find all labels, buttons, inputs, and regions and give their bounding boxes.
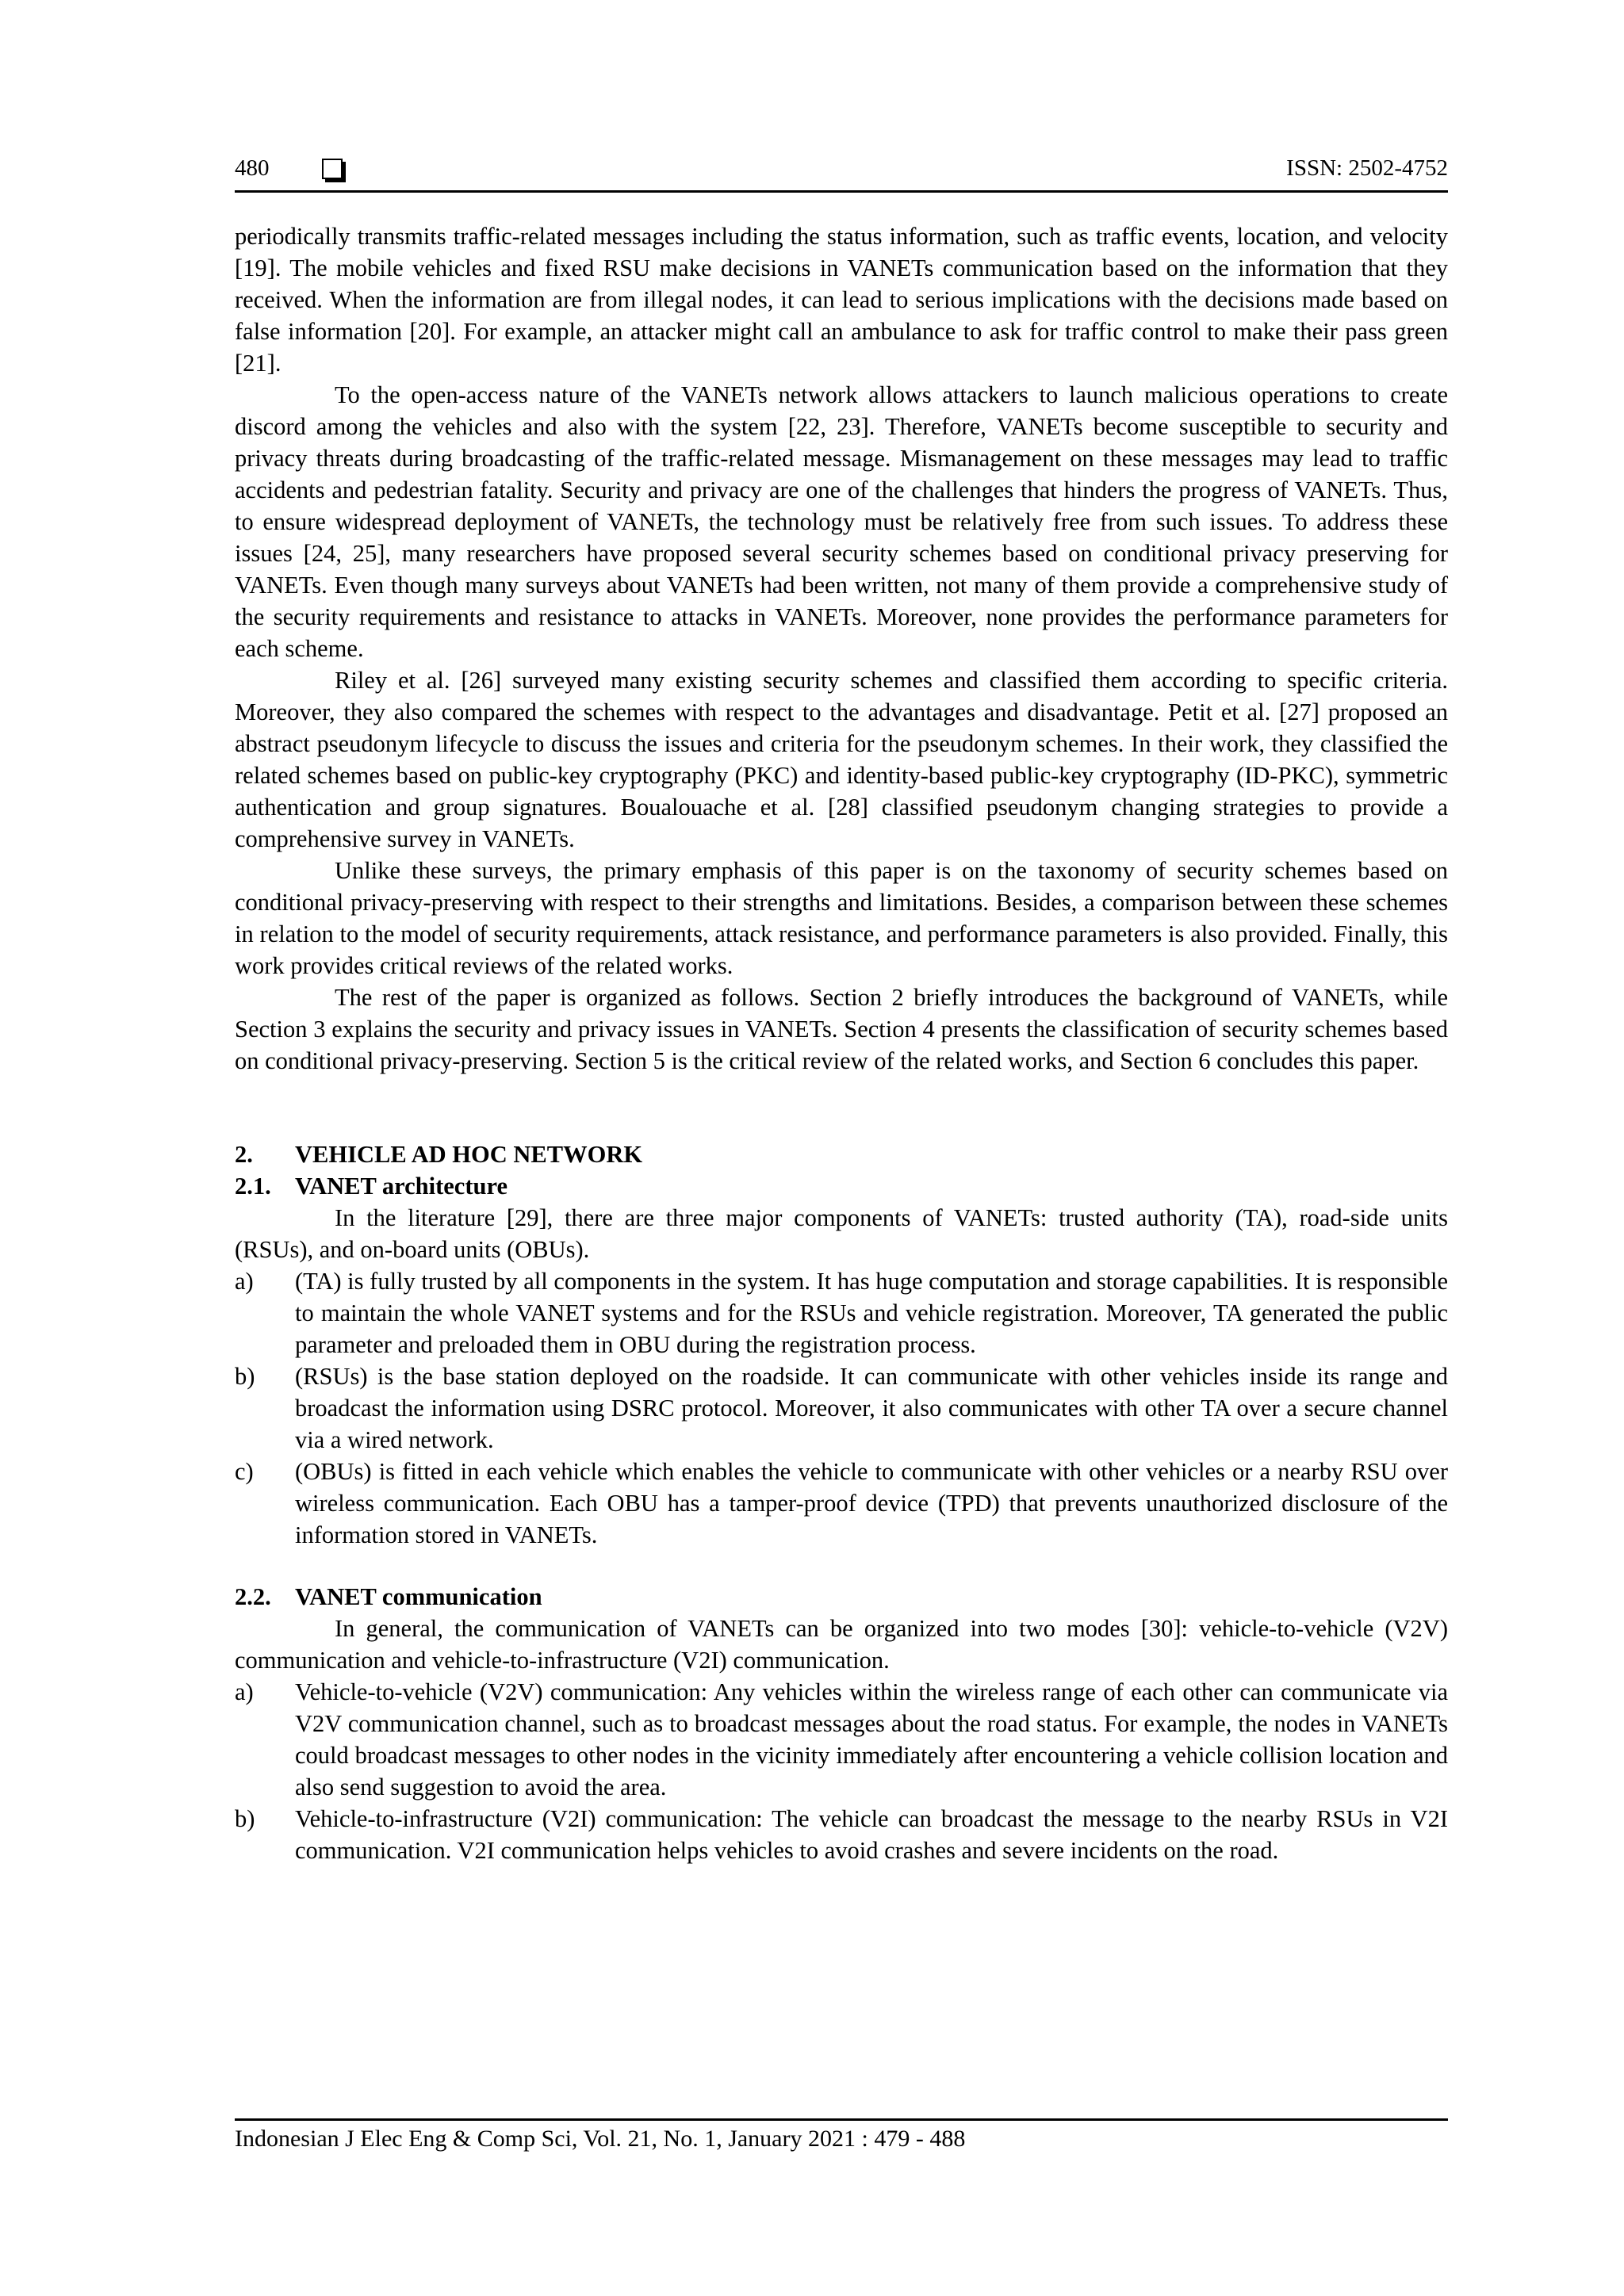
issn-label: ISSN: 2502-4752 (1286, 155, 1448, 181)
subsection-intro-2-2: In general, the communication of VANETs can be organized into two modes [30]: vehicle-to-vehicle (V2V) communication and vehicle-to-infrastructure (V2I) communication. (235, 1615, 1448, 1674)
subsection-intro-2-1: In the literature [29], there are three major components of VANETs: trusted authority (TA), road-side units (RSUs), and on-board units (OBUs). (235, 1204, 1448, 1263)
list-label: b) (235, 1805, 255, 1832)
list-item (235, 1265, 1448, 1360)
list-item (235, 1456, 1448, 1551)
component-list (235, 1265, 1448, 1551)
list-label: b) (235, 1363, 255, 1390)
subsection-heading-2-1 (235, 1170, 1448, 1202)
subsection-title: VANET architecture (295, 1173, 508, 1200)
subsection-title: VANET communication (295, 1583, 542, 1610)
page-footer (235, 2118, 1448, 2152)
intro-paragraph-1: periodically transmits traffic-related messages including the status information, such as traffic events, location, and velocity [19]. The mobile vehicles and fixed RSU make decisions in VANETs communication based on the information that they received. When the information are from illegal nodes, it can lead to serious implications with the decisions made based on false information [20]. For example, an attacker might call an ambulance to ask for traffic control to make their pass green [21]. (235, 223, 1448, 377)
list-text: (TA) is fully trusted by all components in the system. It has huge computation and storage capabilities. It is responsible to maintain the whole VANET systems and for the RSUs and vehicle registration. Moreover, TA generated the public parameter and preloaded them in OBU during the registration process. (295, 1268, 1448, 1358)
intro-paragraph-5: The rest of the paper is organized as follows. Section 2 briefly introduces the background of VANETs, while Section 3 explains the security and privacy issues in VANETs. Section 4 presents the classification of security schemes based on conditional privacy-preserving. Section 5 is the critical review of the related works, and Section 6 concludes this paper. (235, 984, 1448, 1074)
subsection-heading-2-2 (235, 1581, 1448, 1613)
list-text: (OBUs) is fitted in each vehicle which enables the vehicle to communicate with other vehicles or a nearby RSU over wireless communication. Each OBU has a tamper-proof device (TPD) that prevents unauthorized disclosure of the information stored in VANETs. (295, 1458, 1448, 1548)
list-text: Vehicle-to-vehicle (V2V) communication: Any vehicles within the wireless range of each other can communicate via V2V communication channel, such as to broadcast messages about the road status. For example, the nodes in VANETs could broadcast messages to other nodes in the vicinity immediately after encountering a vehicle collision location and also send suggestion to avoid the area. (295, 1678, 1448, 1800)
list-item (235, 1676, 1448, 1803)
subsection-number: 2.1. (235, 1173, 271, 1200)
list-item (235, 1803, 1448, 1866)
list-label: a) (235, 1678, 254, 1705)
subsection-number: 2.2. (235, 1583, 271, 1610)
communication-list (235, 1676, 1448, 1866)
list-item (235, 1360, 1448, 1456)
page-number: 480 (235, 155, 270, 181)
journal-citation: Indonesian J Elec Eng & Comp Sci, Vol. 21, No. 1, January 2021 : 479 - 488 (235, 2126, 966, 2152)
list-text: Vehicle-to-infrastructure (V2I) communication: The vehicle can broadcast the message to the nearby RSUs in V2I communication. V2I communication helps vehicles to avoid crashes and severe incidents on the road. (295, 1805, 1448, 1864)
page-header (235, 152, 1448, 193)
checkbox-square-icon (322, 159, 343, 179)
section-number: 2. (235, 1141, 253, 1168)
intro-paragraph-4: Unlike these surveys, the primary emphasis of this paper is on the taxonomy of security schemes based on conditional privacy-preserving with respect to their strengths and limitations. Besides, a comparison between these schemes in relation to the model of security requirements, attack resistance, and performance parameters is also provided. Finally, this work provides critical reviews of the related works. (235, 857, 1448, 979)
section-title: VEHICLE AD HOC NETWORK (295, 1141, 643, 1168)
intro-paragraph-3: Riley et al. [26] surveyed many existing security schemes and classified them according to specific criteria. Moreover, they also compared the schemes with respect to the advantages and disadvantage. Petit et al. [27] proposed an abstract pseudonym lifecycle to discuss the issues and criteria for the pseudonym schemes. In their work, they classified the related schemes based on public-key cryptography (PKC) and identity-based public-key cryptography (ID-PKC), symmetric authentication and group signatures. Boualouache et al. [28] classified pseudonym changing strategies to provide a comprehensive survey in VANETs. (235, 667, 1448, 852)
page-body (235, 220, 1448, 1866)
list-label: a) (235, 1268, 254, 1295)
section-heading (235, 1138, 1448, 1170)
list-label: c) (235, 1458, 254, 1485)
list-text: (RSUs) is the base station deployed on the roadside. It can communicate with other vehicles inside its range and broadcast the information using DSRC protocol. Moreover, it also communicates with other TA over a secure channel via a wired network. (295, 1363, 1448, 1453)
intro-paragraph-2: To the open-access nature of the VANETs network allows attackers to launch malicious operations to create discord among the vehicles and also with the system [22, 23]. Therefore, VANETs become susceptible to security and privacy threats during broadcasting of the traffic-related message. Mismanagement on these messages may lead to traffic accidents and pedestrian fatality. Security and privacy are one of the challenges that hinders the progress of VANETs. Thus, to ensure widespread deployment of VANETs, the technology must be relatively free from such issues. To address these issues [24, 25], many researchers have proposed several security schemes based on conditional privacy preserving for VANETs. Even though many surveys about VANETs had been written, not many of them provide a comprehensive study of the security requirements and resistance to attacks in VANETs. Moreover, none provides the performance parameters for each scheme. (235, 381, 1448, 662)
